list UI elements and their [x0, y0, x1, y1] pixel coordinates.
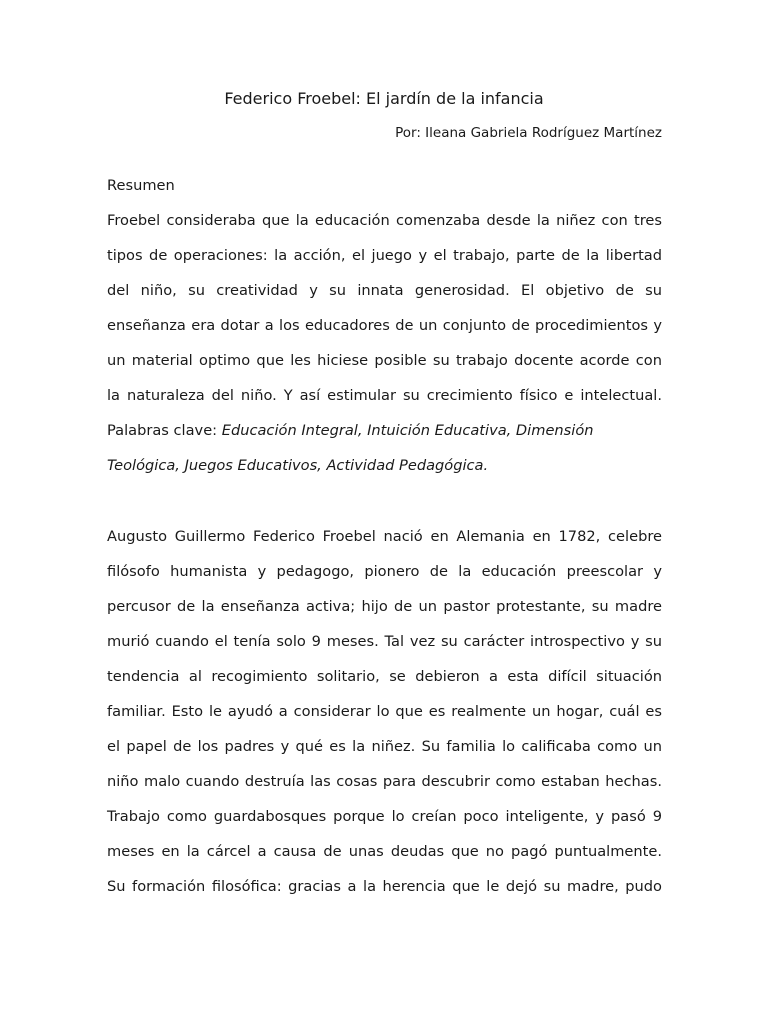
- abstract-line: un material optimo que les hiciese posible su trabajo docente acorde con: [107, 352, 662, 369]
- body-line: meses en la cárcel a causa de unas deudas que no pagó puntualmente.: [107, 843, 662, 860]
- body-line: Su formación filosófica: gracias a la herencia que le dejó su madre, pudo: [107, 878, 662, 895]
- body-line: percusor de la enseñanza activa; hijo de un pastor protestante, su madre: [107, 598, 662, 615]
- body-line: Trabajo como guardabosques porque lo creían poco inteligente, y pasó 9: [107, 808, 662, 825]
- abstract-line: la naturaleza del niño. Y así estimular su crecimiento físico e intelectual.: [107, 387, 662, 404]
- keywords-list: Educación Integral, Intuición Educativa, Dimensión: [221, 422, 594, 439]
- document-title: Federico Froebel: El jardín de la infancia: [224, 89, 544, 108]
- body-line: el papel de los padres y qué es la niñez. Su familia lo calificaba como un: [107, 738, 662, 755]
- abstract-line: Froebel consideraba que la educación comenzaba desde la niñez con tres: [107, 212, 662, 229]
- body-line: familiar. Esto le ayudó a considerar lo que es realmente un hogar, cuál es: [107, 703, 662, 720]
- author-byline: Por: Ileana Gabriela Rodríguez Martínez: [395, 125, 662, 141]
- body-line: murió cuando el tenía solo 9 meses. Tal vez su carácter introspectivo y su: [107, 633, 662, 650]
- abstract-line: tipos de operaciones: la acción, el juego y el trabajo, parte de la libertad: [107, 247, 662, 264]
- body-line: niño malo cuando destruía las cosas para descubrir como estaban hechas.: [107, 773, 662, 790]
- body-line: Augusto Guillermo Federico Froebel nació en Alemania en 1782, celebre: [107, 528, 662, 545]
- keywords-label: Palabras clave:: [107, 422, 222, 439]
- body-line: filósofo humanista y pedagogo, pionero de la educación preescolar y: [107, 563, 662, 580]
- keywords-list-continued: Teológica, Juegos Educativos, Actividad Pedagógica.: [107, 457, 489, 474]
- abstract-line: enseñanza era dotar a los educadores de un conjunto de procedimientos y: [107, 317, 662, 334]
- abstract-heading: Resumen: [107, 177, 175, 194]
- abstract-line: del niño, su creatividad y su innata generosidad. El objetivo de su: [107, 282, 662, 299]
- body-line: tendencia al recogimiento solitario, se debieron a esta difícil situación: [107, 668, 662, 685]
- keywords-line: [107, 421, 594, 441]
